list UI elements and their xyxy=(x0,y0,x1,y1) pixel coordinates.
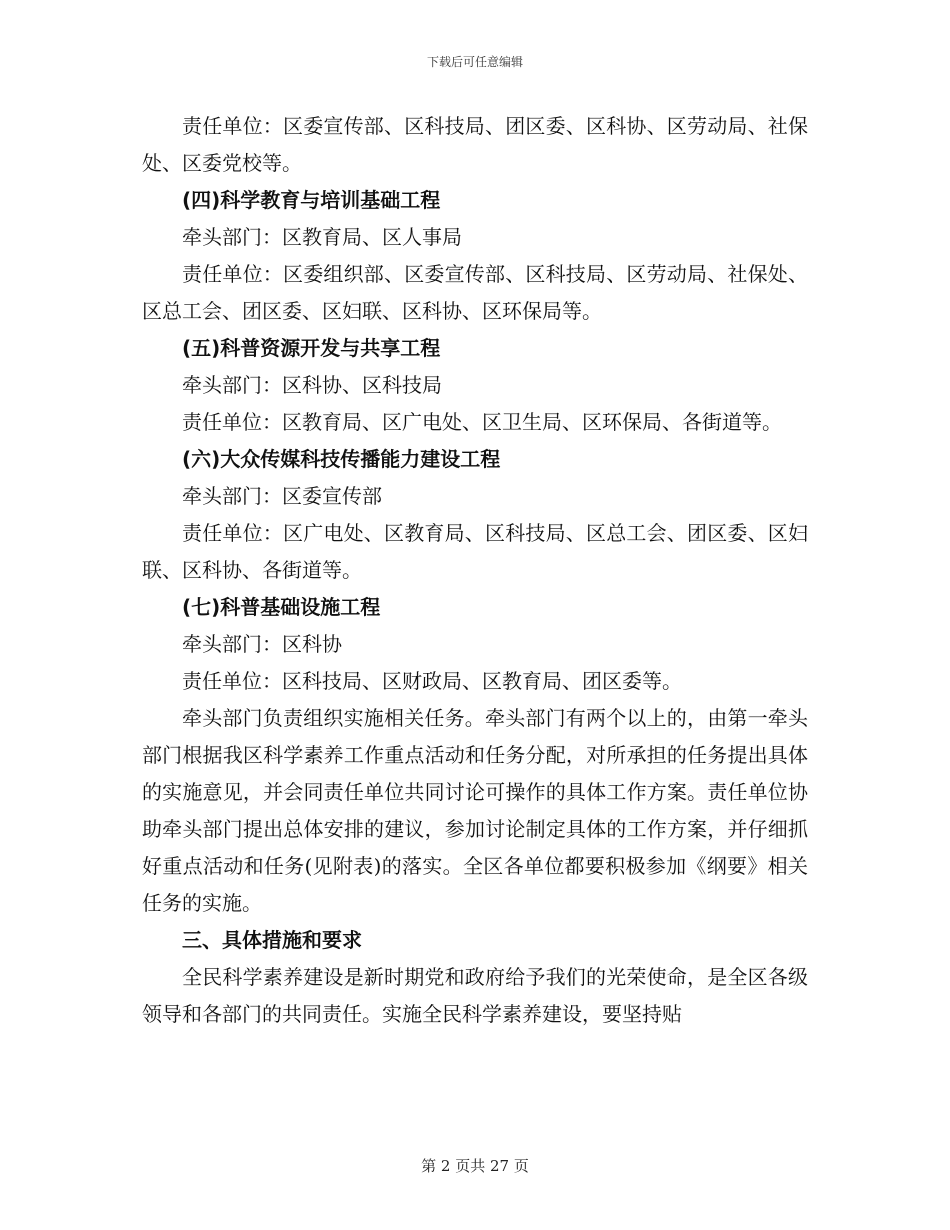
paragraph: 责任单位：区委组织部、区委宣传部、区科技局、区劳动局、社保处、区总工会、团区委、区妇联、区科协、区环保局等。 xyxy=(142,262,808,323)
page-number: 第 2 页共 27 页 xyxy=(421,1157,529,1175)
paragraph: 牵头部门：区科协 xyxy=(182,632,342,656)
paragraph: 责任单位：区科技局、区财政局、区教育局、团区委等。 xyxy=(182,669,682,693)
paragraph: 全民科学素养建设是新时期党和政府给予我们的光荣使命，是全区各级领导和各部门的共同责任。实施全民科学素养建设，要坚持贴 xyxy=(142,965,808,1026)
paragraph: 牵头部门：区委宣传部 xyxy=(182,484,382,508)
page-header: 下载后可任意编辑 xyxy=(426,55,523,69)
paragraph: 牵头部门：区教育局、区人事局 xyxy=(182,225,462,249)
paragraph: 责任单位：区教育局、区广电处、区卫生局、区环保局、各街道等。 xyxy=(182,410,782,434)
section-heading: (五)科普资源开发与共享工程 xyxy=(182,336,441,360)
paragraph: 责任单位：区广电处、区教育局、区科技局、区总工会、团区委、区妇联、区科协、各街道等。 xyxy=(142,521,808,582)
paragraph: 牵头部门：区科协、区科技局 xyxy=(182,373,442,397)
section-heading: (七)科普基础设施工程 xyxy=(182,595,381,619)
paragraph: 牵头部门负责组织实施相关任务。牵头部门有两个以上的，由第一牵头部门根据我区科学素养工作重点活动和任务分配，对所承担的任务提出具体的实施意见，并会同责任单位共同讨论可操作的具体工作方案。责任单位协助牵头部门提出总体安排的建议，参加讨论制定具体的工作方案，并仔细抓好重点活动和任务(见附表)的落实。全区各单位都要积极参加《纲要》相关任务的实施。 xyxy=(142,706,808,915)
section-heading: (六)大众传媒科技传播能力建设工程 xyxy=(182,447,501,471)
paragraph: 责任单位：区委宣传部、区科技局、团区委、区科协、区劳动局、社保处、区委党校等。 xyxy=(142,114,808,175)
section-heading: 三、具体措施和要求 xyxy=(182,928,362,952)
document-body xyxy=(142,108,808,1033)
section-heading: (四)科学教育与培训基础工程 xyxy=(182,188,441,212)
